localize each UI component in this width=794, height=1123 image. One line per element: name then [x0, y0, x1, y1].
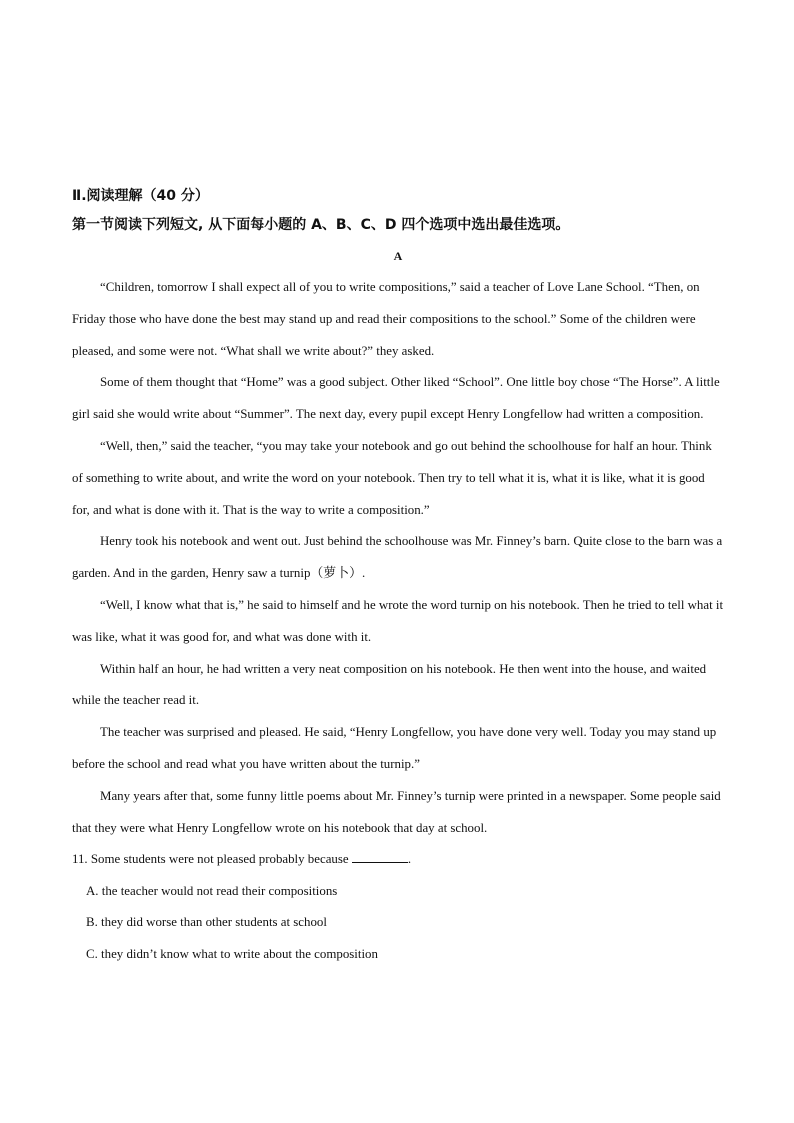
question-stem: [72, 844, 724, 876]
passage-label: A: [393, 249, 403, 263]
passage-paragraph: Some of them thought that “Home” was a good subject. Other liked “School”. One little boy chose “The Horse”. A little girl said she would write about “Summer”. The next day, every pupil except Henry Longfellow had written a composition.: [72, 375, 720, 422]
passage-paragraph: “Well, I know what that is,” he said to himself and he wrote the word turnip on his notebook. Then he tried to tell what it was like, what it was good for, and what was done with it.: [72, 597, 724, 644]
passage-body: [72, 272, 724, 844]
option-a: A. the teacher would not read their compositions: [86, 883, 338, 898]
section-instruction: 第一节阅读下列短文, 从下面每小题的 A、B、C、D 四个选项中选出最佳选项。: [72, 217, 570, 233]
option-c: C. they didn’t know what to write about the composition: [86, 946, 378, 961]
passage-paragraph: “Well, then,” said the teacher, “you may take your notebook and go out behind the schoolhouse for half an hour. Think of something to write about, and write the word on your notebook. Then try to tell what it is, what it is like, what it is good for, and what is done with it. That is the way to write a composition.”: [72, 438, 712, 517]
passage-paragraph: Many years after that, some funny little poems about Mr. Finney’s turnip were printed in a newspaper. Some people said that they were what Henry Longfellow wrote on his notebook that day at school.: [72, 788, 721, 835]
question-block: [72, 844, 724, 970]
passage-paragraph: “Children, tomorrow I shall expect all of you to write compositions,” said a teacher of Love Lane School. “Then, on Friday those who have done the best may stand up and read their compositions to the school.” Some of the children were pleased, and some were not. “What shall we write about?” they asked.: [72, 280, 700, 358]
question-stem-end: .: [407, 852, 412, 867]
passage-paragraph: The teacher was surprised and pleased. He said, “Henry Longfellow, you have done very well. Today you may stand up before the school and read what you have written about the turnip.”: [72, 725, 717, 771]
passage-paragraph: Within half an hour, he had written a very neat composition on his notebook. He then went into the house, and waited while the teacher read it.: [72, 661, 707, 708]
passage-paragraph: Henry took his notebook and went out. Just behind the schoolhouse was Mr. Finney’s barn. Quite close to the barn was a garden. And in the garden, Henry saw a turnip（萝卜）.: [72, 534, 723, 581]
question-stem-text: 11. Some students were not pleased probably because: [72, 852, 352, 867]
section-title: Ⅱ.阅读理解（40 分）: [72, 188, 209, 204]
exam-page: [72, 182, 724, 970]
answer-blank: [352, 850, 408, 863]
option-b: B. they did worse than other students at school: [86, 915, 327, 930]
